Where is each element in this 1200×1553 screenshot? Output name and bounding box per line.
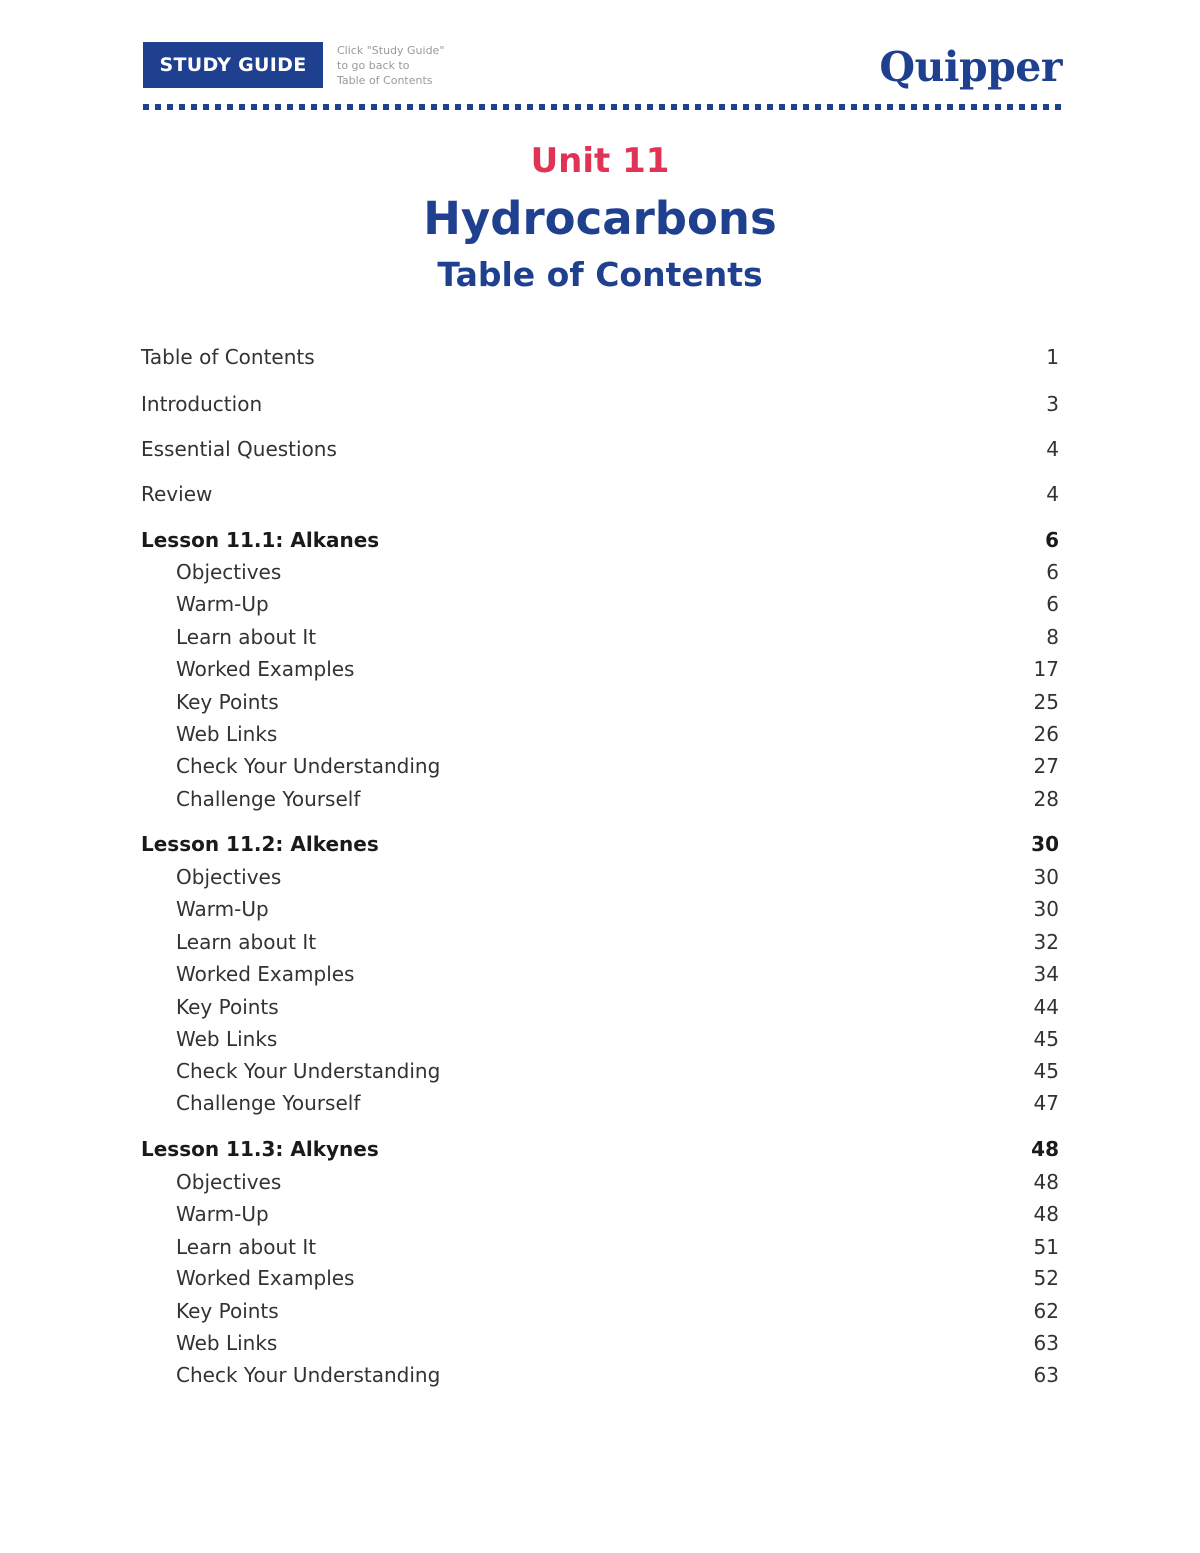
toc-entry-label: Web Links <box>176 1027 278 1051</box>
toc-entry-page: 32 <box>1033 930 1059 954</box>
toc-entry-page: 25 <box>1033 690 1059 714</box>
toc-entry-label: Check Your Understanding <box>176 1059 441 1083</box>
toc-subentry[interactable] <box>141 622 1059 652</box>
toc-subentry[interactable] <box>141 1024 1059 1054</box>
toc-entry-page: 3 <box>1046 392 1059 416</box>
toc-entry-label: Objectives <box>176 1170 282 1194</box>
hint-line: Table of Contents <box>337 74 433 87</box>
toc-entry-page: 30 <box>1033 865 1059 889</box>
unit-title: Unit 11 <box>530 141 670 181</box>
toc-entry-label: Key Points <box>176 690 279 714</box>
toc-entry-page: 51 <box>1033 1235 1059 1259</box>
hint-line: to go back to <box>337 59 410 72</box>
toc-entry-page: 63 <box>1033 1331 1059 1355</box>
toc-entry-label: Learn about It <box>176 930 317 954</box>
toc-lesson-entry[interactable] <box>141 525 1059 555</box>
page-title: Hydrocarbons <box>423 192 777 245</box>
toc-entry-label: Warm-Up <box>176 592 269 616</box>
toc-entry-page: 4 <box>1046 437 1059 461</box>
toc-entry-page: 52 <box>1033 1266 1059 1290</box>
toc-entry-label: Review <box>141 482 213 506</box>
toc-entry-label: Key Points <box>176 995 279 1019</box>
toc-entry-label: Warm-Up <box>176 1202 269 1226</box>
toc-subentry[interactable] <box>141 927 1059 957</box>
toc-entry-page: 30 <box>1031 832 1059 856</box>
toc-entry-label: Essential Questions <box>141 437 337 461</box>
toc-entry-label: Objectives <box>176 865 282 889</box>
toc-subentry[interactable] <box>141 959 1059 989</box>
toc-entry-label: Check Your Understanding <box>176 754 441 778</box>
toc-entry-page: 48 <box>1033 1202 1059 1226</box>
toc-subentry[interactable] <box>141 862 1059 892</box>
toc-entry[interactable] <box>141 434 1059 464</box>
toc-entry-page: 1 <box>1046 345 1059 369</box>
toc-lesson-entry[interactable] <box>141 829 1059 859</box>
toc-entry-label: Learn about It <box>176 625 317 649</box>
toc-entry[interactable] <box>141 342 1059 372</box>
toc-subentry[interactable] <box>141 1088 1059 1118</box>
toc-subentry[interactable] <box>141 1167 1059 1197</box>
toc-subentry[interactable] <box>141 719 1059 749</box>
toc-lesson-entry[interactable] <box>141 1134 1059 1164</box>
study-guide-hint <box>337 43 517 88</box>
toc-entry-page: 47 <box>1033 1091 1059 1115</box>
toc-entry-page: 6 <box>1045 528 1059 552</box>
toc-entry-page: 30 <box>1033 897 1059 921</box>
toc-entry-page: 48 <box>1031 1137 1059 1161</box>
toc-heading: Table of Contents <box>437 255 763 294</box>
toc-subentry[interactable] <box>141 1328 1059 1358</box>
toc-entry[interactable] <box>141 479 1059 509</box>
toc-subentry[interactable] <box>141 589 1059 619</box>
toc-entry-page: 26 <box>1033 722 1059 746</box>
toc-entry-page: 6 <box>1046 560 1059 584</box>
toc-entry-label: Introduction <box>141 392 263 416</box>
toc-entry-label: Web Links <box>176 1331 278 1355</box>
toc-entry-page: 45 <box>1033 1027 1059 1051</box>
toc-subentry[interactable] <box>141 1263 1059 1293</box>
toc-subentry[interactable] <box>141 1360 1059 1390</box>
toc-entry-page: 28 <box>1033 787 1059 811</box>
toc-subentry[interactable] <box>141 751 1059 781</box>
toc-subentry[interactable] <box>141 1232 1059 1262</box>
toc-entry-label: Warm-Up <box>176 897 269 921</box>
toc-entry-label: Lesson 11.2: Alkenes <box>141 832 379 856</box>
study-guide-button[interactable]: STUDY GUIDE <box>143 42 323 88</box>
toc-entry-label: Objectives <box>176 560 282 584</box>
toc-entry-label: Key Points <box>176 1299 279 1323</box>
toc-entry-page: 8 <box>1046 625 1059 649</box>
toc-entry-page: 17 <box>1033 657 1059 681</box>
toc-subentry[interactable] <box>141 1199 1059 1229</box>
toc-entry-page: 6 <box>1046 592 1059 616</box>
toc-entry-label: Worked Examples <box>176 1266 355 1290</box>
toc-subentry[interactable] <box>141 894 1059 924</box>
header-divider <box>143 104 1062 110</box>
toc-subentry[interactable] <box>141 654 1059 684</box>
title-block <box>0 138 1200 300</box>
toc-entry-label: Web Links <box>176 722 278 746</box>
toc-entry-page: 45 <box>1033 1059 1059 1083</box>
toc-subentry[interactable] <box>141 992 1059 1022</box>
toc-entry-label: Check Your Understanding <box>176 1363 441 1387</box>
toc-subentry[interactable] <box>141 1296 1059 1326</box>
toc-entry-page: 34 <box>1033 962 1059 986</box>
toc-subentry[interactable] <box>141 557 1059 587</box>
toc-entry-page: 27 <box>1033 754 1059 778</box>
toc-entry-label: Learn about It <box>176 1235 317 1259</box>
toc-entry-page: 4 <box>1046 482 1059 506</box>
toc-entry-label: Table of Contents <box>141 345 315 369</box>
hint-line: Click "Study Guide" <box>337 44 445 57</box>
toc-entry-page: 44 <box>1033 995 1059 1019</box>
toc-subentry[interactable] <box>141 687 1059 717</box>
toc-entry-label: Lesson 11.1: Alkanes <box>141 528 380 552</box>
toc-subentry[interactable] <box>141 1056 1059 1086</box>
toc-entry-label: Worked Examples <box>176 962 355 986</box>
toc-subentry[interactable] <box>141 784 1059 814</box>
toc-entry-page: 63 <box>1033 1363 1059 1387</box>
quipper-logo: Quipper <box>879 43 1062 91</box>
toc-entry-label: Challenge Yourself <box>176 1091 361 1115</box>
page-header <box>143 42 1062 92</box>
toc-entry-label: Lesson 11.3: Alkynes <box>141 1137 379 1161</box>
toc-entry[interactable] <box>141 389 1059 419</box>
toc-entry-page: 48 <box>1033 1170 1059 1194</box>
toc-entry-label: Worked Examples <box>176 657 355 681</box>
toc-entry-page: 62 <box>1033 1299 1059 1323</box>
toc-entry-label: Challenge Yourself <box>176 787 361 811</box>
